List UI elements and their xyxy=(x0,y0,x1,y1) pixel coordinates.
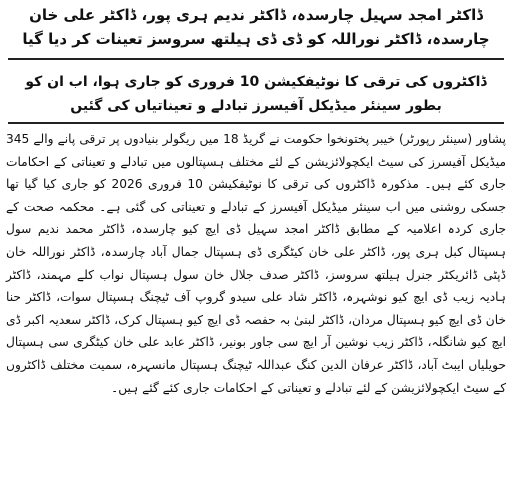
article-body: پشاور (سینئر رپورٹر) خیبر پختونخوا حکومت نے گریڈ 18 میں ریگولر بنیادوں پر ترقی پانے والے 345 میڈیکل آفیسرز کی سیٹ ایکچولائزیشن کے لئے مختلف ہسپتالوں میں تبادلے و تعیناتی کے احکامات جاری کئے ہیں۔ مذکورہ ڈاکٹروں کی ترقی کا نوٹیفکیشن 10 فروری 2026 کو جاری کیا گیا تھا جسکی روشنی میں اب سینئر میڈیکل آفیسرز کے تبادلے و تعیناتی کی گئی ہے۔ محکمہ صحت کے جاری کردہ اعلامیہ کے مطابق ڈاکٹر امجد سہیل ڈی ایچ کیو چارسدہ، ڈاکٹر محمد ندیم سول ہسپتال کبل ہری پور، ڈاکٹر علی خان کیٹگری ڈی ہسپتال جمال آباد چارسدہ، ڈاکٹر نوراللہ خان ڈپٹی ڈائریکٹر جنرل ہیلتھ سروسز، ڈاکٹر صدف جلال خان سول ہسپتال نواب کلے مہمند، ڈاکٹر ہادیہ زیب ڈی ایچ کیو نوشہرہ، ڈاکٹر شاد علی سیدو گروپ آف ٹیچنگ ہسپتال سوات، ڈاکٹر حنا خان ڈی ایچ کیو ہسپتال مردان، ڈاکٹر لبنیٰ بہ حفصہ ڈی ایچ کیو ہسپتال کرک، ڈاکٹر سعدیہ اکبر ڈی ایچ کیو شانگلہ، ڈاکٹر زیب نوشین آر ایچ سی جاور بونیر، ڈاکٹر عابد علی خان کیٹگری سی ہسپتال حویلیاں ایبٹ آباد، ڈاکٹر عرفان الدین کنگ عبداللہ ٹیچنگ ہسپتال مانسہرہ، سمیت مختلف ڈاکٹروں کے سیٹ ایکچولائزیشن کے لئے تبادلے و تعیناتی کے احکامات جاری کئے گئے ہیں۔ xyxy=(6,132,506,395)
headline: ڈاکٹر امجد سہیل چارسدہ، ڈاکٹر ندیم ہری پور، ڈاکٹر علی خان چارسدہ، ڈاکٹر نوراللہ کو ڈی ڈی ہیلتھ سروسز تعینات کر دیا گیا xyxy=(22,6,490,48)
subheadline: ڈاکٹروں کی ترقی کا نوٹیفکیشن 10 فروری کو جاری ہوا، اب ان کو بطور سینئر میڈیکل آفیسرز تبادلے و تعیناتیاں کی گئیں xyxy=(25,74,487,114)
